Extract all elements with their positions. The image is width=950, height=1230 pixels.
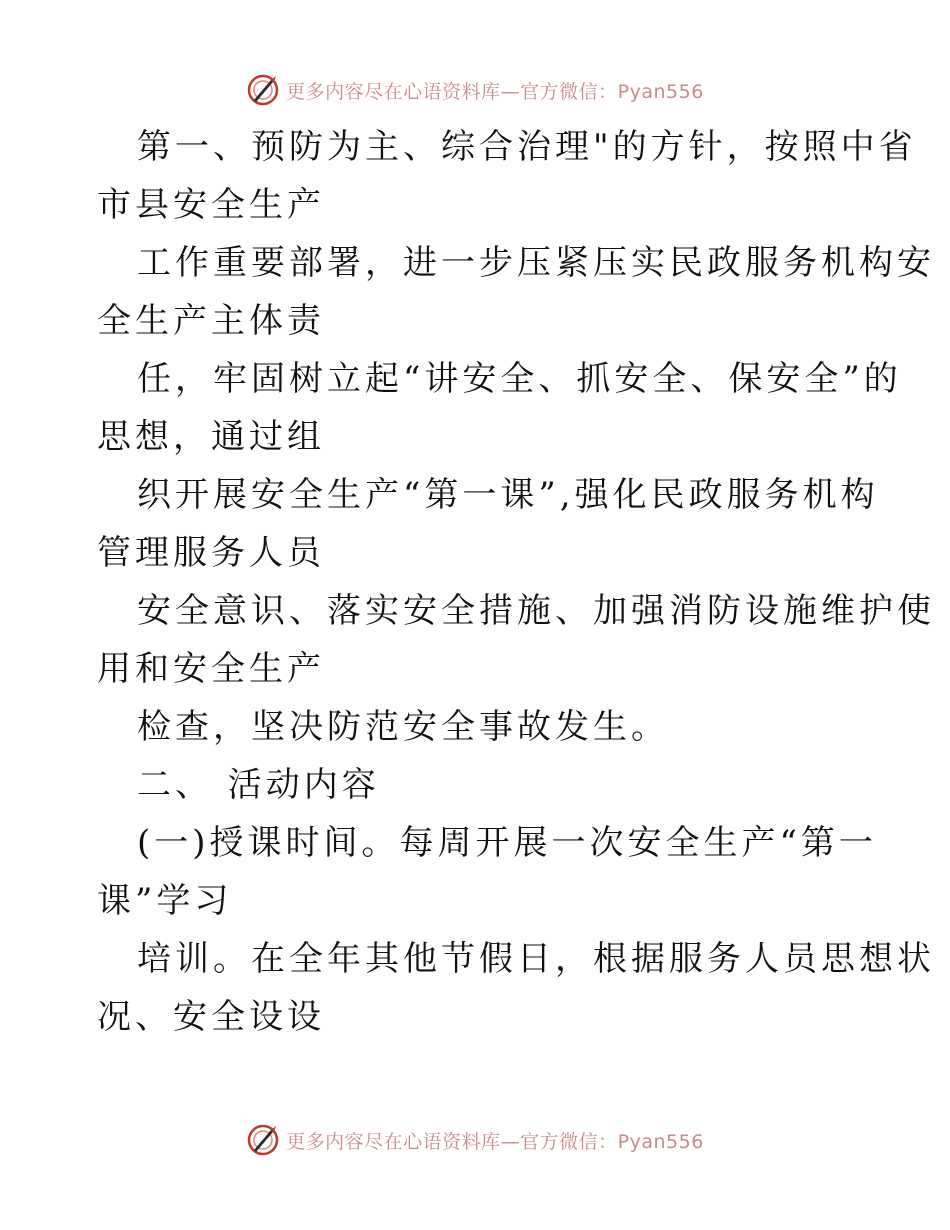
- text-line: 检查，坚决防范安全事故发生。: [137, 707, 669, 747]
- text-line: 管理服务人员: [97, 533, 325, 573]
- quill-logo-icon: [246, 1123, 280, 1157]
- text-line: 况、安全设设: [97, 997, 325, 1037]
- footer-watermark: [0, 1122, 950, 1158]
- document-body: [97, 118, 935, 1046]
- text-line: 课”学习: [97, 881, 233, 921]
- text-line: 市县安全生产: [97, 185, 325, 225]
- text-line: 安全意识、落实安全措施、加强消防设施维护使: [137, 591, 935, 631]
- section-heading: 二、 活动内容: [137, 765, 380, 805]
- text-line: 全生产主体责: [97, 301, 325, 341]
- watermark-text: 更多内容尽在心语资料库—官方微信：Pyan556: [286, 1130, 704, 1153]
- text-line: 任，牢固树立起“讲安全、抓安全、保安全”的: [137, 359, 902, 399]
- text-line: 思想，通过组: [97, 417, 325, 457]
- quill-logo-icon: [246, 73, 280, 107]
- text-line: (一)授课时间。每周开展一次安全生产“第一: [137, 823, 877, 863]
- text-line: 用和安全生产: [97, 649, 325, 689]
- text-line: 织开展安全生产“第一课”,强化民政服务机构: [137, 475, 879, 515]
- text-line: 第一、预防为主、综合治理"的方针，按照中省: [137, 127, 917, 167]
- header-watermark: [0, 72, 950, 108]
- text-line: 培训。在全年其他节假日，根据服务人员思想状: [137, 939, 935, 979]
- text-line: 工作重要部署，进一步压紧压实民政服务机构安: [137, 243, 935, 283]
- watermark-text: 更多内容尽在心语资料库—官方微信：Pyan556: [286, 80, 704, 103]
